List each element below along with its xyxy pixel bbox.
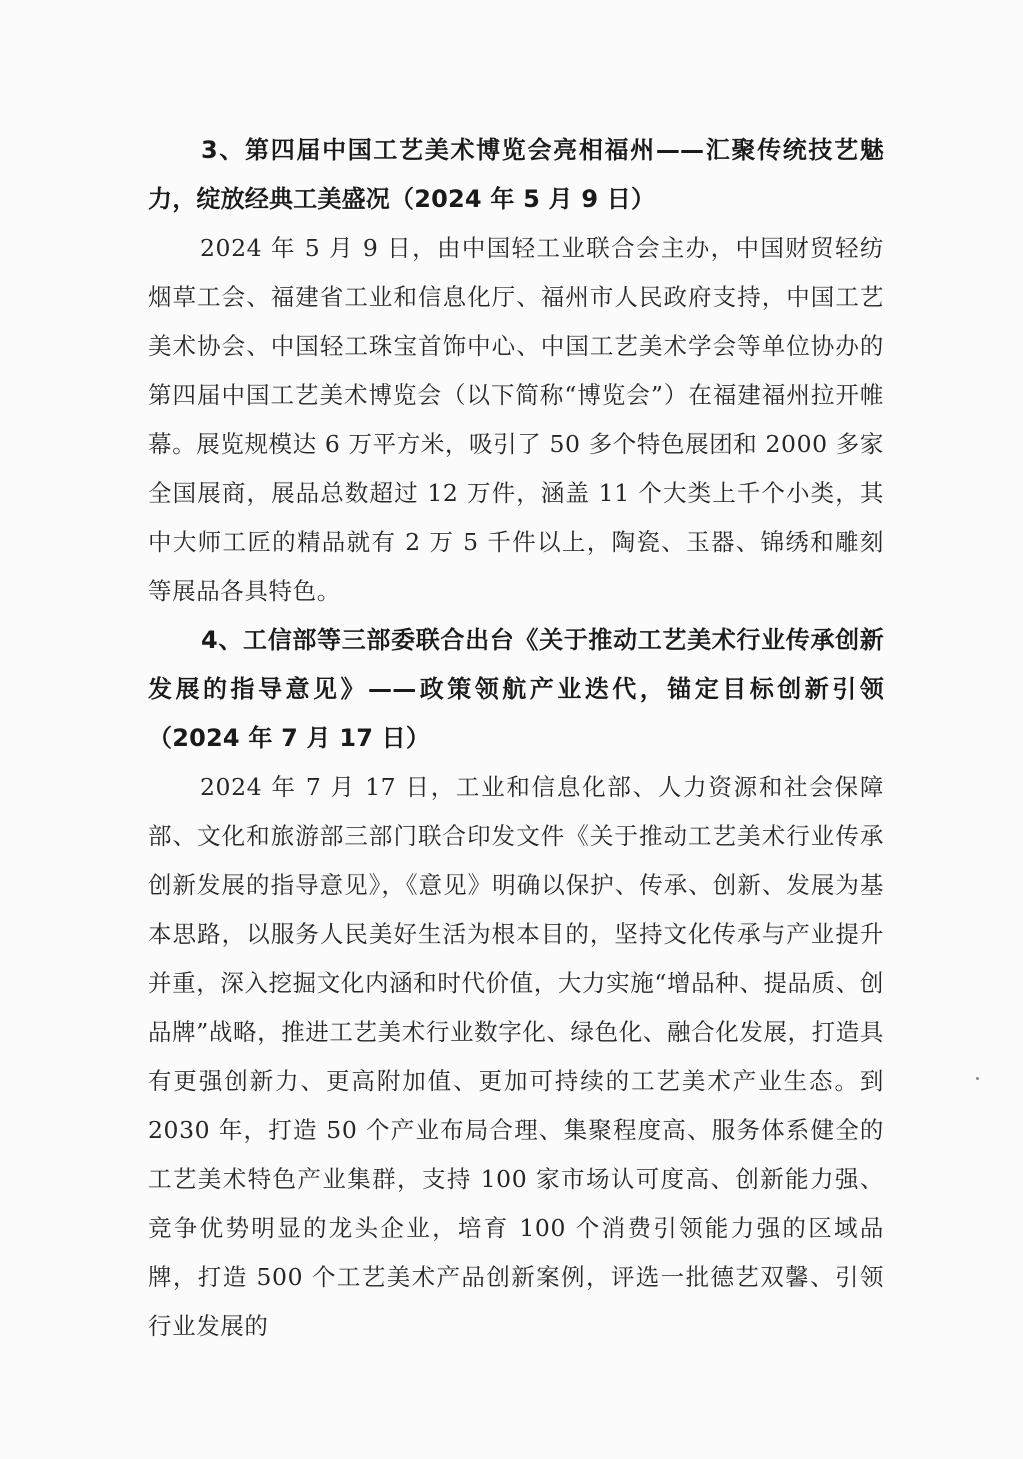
section-3-body: 2024 年 5 月 9 日，由中国轻工业联合会主办，中国财贸轻纺烟草工会、福建省工业和信息化厅、福州市人民政府支持，中国工艺美术协会、中国轻工珠宝首饰中心、中国工艺美术学会等单位协办的第四届中国工艺美术博览会（以下简称“博览会”）在福建福州拉开帷幕。展览规模达 6 万平方米，吸引了 50 多个特色展团和 2000 多家全国展商，展品总数超过 12 万件，涵盖 11 个大类上千个小类，其中大师工匠的精品就有 2 万 5 千件以上，陶瓷、玉器、锦绣和雕刻等展品各具特色。 xyxy=(148,234,884,605)
section-4-body: 2024 年 7 月 17 日，工业和信息化部、人力资源和社会保障部、文化和旅游部三部门联合印发文件《关于推动工艺美术行业传承创新发展的指导意见》，《意见》明确以保护、传承、创新、发展为基本思路，以服务人民美好生活为根本目的，坚持文化传承与产业提升并重，深入挖掘文化内涵和时代价值，大力实施“增品种、提品质、创品牌”战略，推进工艺美术行业数字化、绿色化、融合化发展，打造具有更强创新力、更高附加值、更加可持续的工艺美术产业生态。到 2030 年，打造 50 个产业布局合理、集聚程度高、服务体系健全的工艺美术特色产业集群，支持 100 家市场认可度高、创新能力强、竞争优势明显的龙头企业，培育 100 个消费引领能力强的区域品牌，打造 500 个工艺美术产品创新案例，评选一批德艺双馨、引领行业发展的 xyxy=(148,773,884,1340)
section-4-heading: 4、工信部等三部委联合出台《关于推动工艺美术行业传承创新发展的指导意见》——政策领航产业迭代，锚定目标创新引领（2024 年 7 月 17 日） xyxy=(148,626,884,752)
document-content xyxy=(148,126,884,1351)
section-3-heading: 3、第四届中国工艺美术博览会亮相福州——汇聚传统技艺魅力，绽放经典工美盛况（2024 年 5 月 9 日） xyxy=(148,136,884,213)
scan-speck xyxy=(976,1077,979,1080)
